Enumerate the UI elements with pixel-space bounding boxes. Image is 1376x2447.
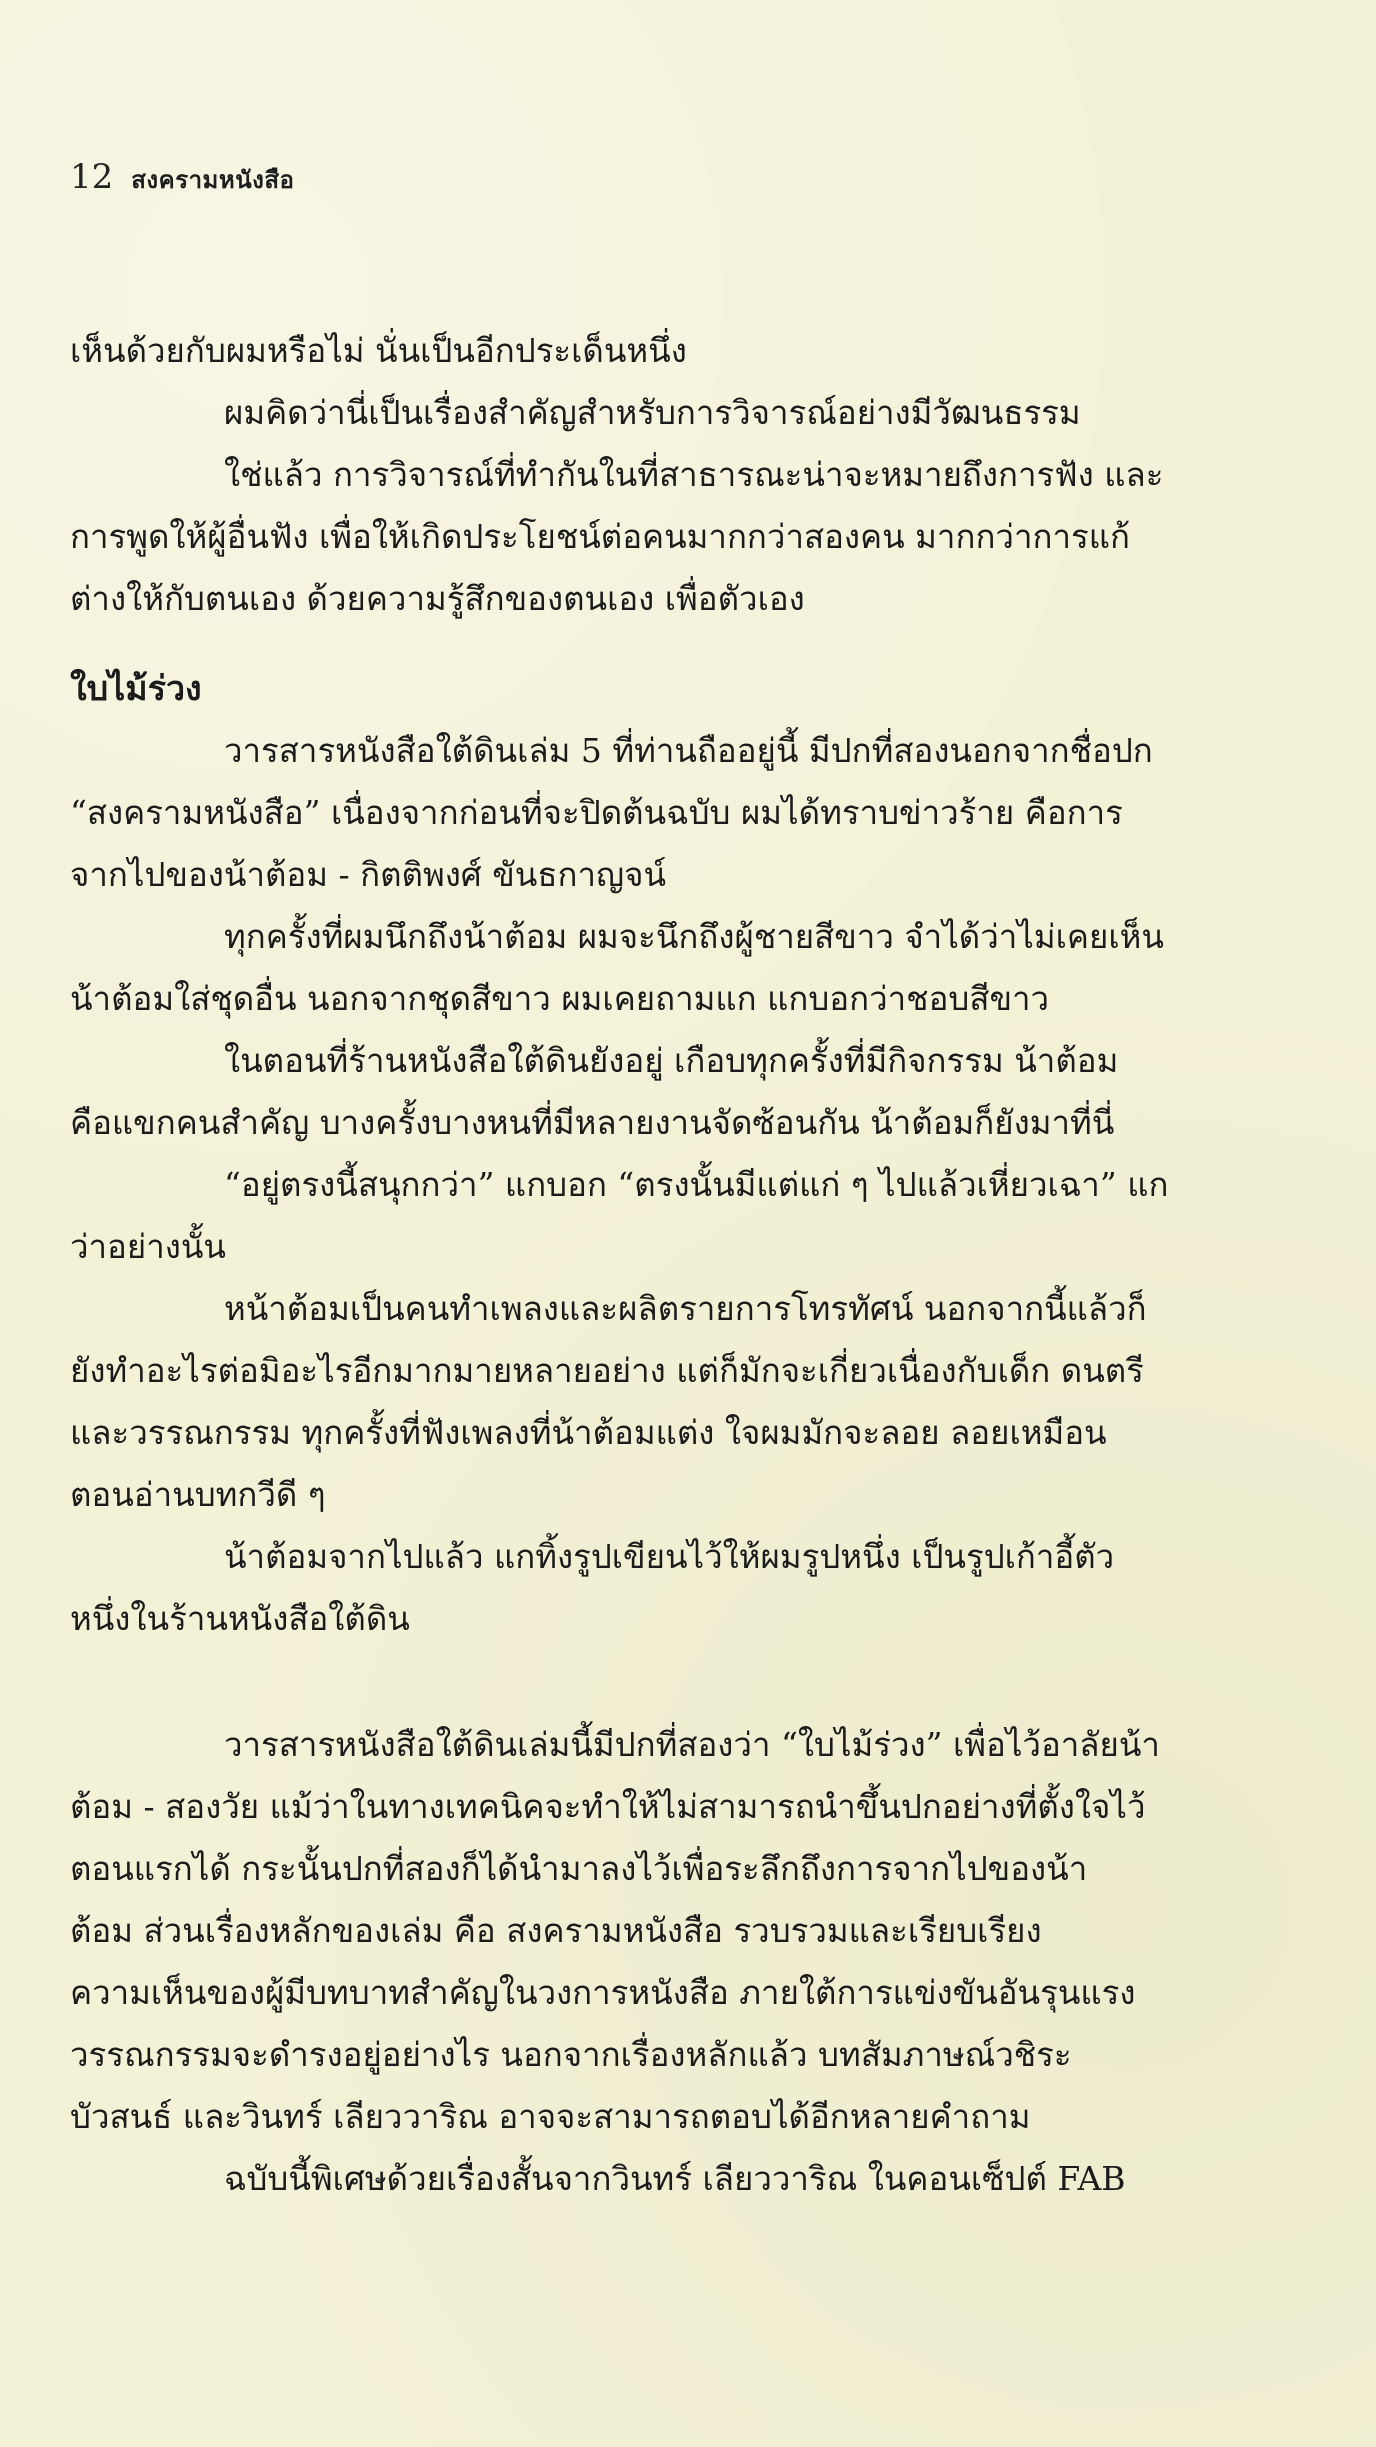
paragraph-line: วารสารหนังสือใต้ดินเล่ม 5 ที่ท่านถืออยู่นี้ มีปกที่สองนอกจากชื่อปก (224, 731, 1153, 770)
paragraph-line: หน้าต้อมเป็นคนทำเพลงและผลิตรายการโทรทัศน์ นอกจากนี้แล้วก็ (224, 1289, 1147, 1328)
paragraph-line: ยังทำอะไรต่อมิอะไรอีกมากมายหลายอย่าง แต่ก็มักจะเกี่ยวเนื่องกับเด็ก ดนตรี (70, 1351, 1144, 1390)
paragraph-line: วรรณกรรมจะดำรงอยู่อย่างไร นอกจากเรื่องหลักแล้ว บทสัมภาษณ์วชิระ (70, 2035, 1072, 2074)
paragraph-line: ใช่แล้ว การวิจารณ์ที่ทำกันในที่สาธารณะน่าจะหมายถึงการฟัง และ (224, 455, 1164, 494)
paragraph-line: ต้อม - สองวัย แม้ว่าในทางเทคนิคจะทำให้ไม่สามารถนำขึ้นปกอย่างที่ตั้งใจไว้ (70, 1787, 1146, 1826)
paragraph-line: ต้อม ส่วนเรื่องหลักของเล่ม คือ สงครามหนังสือ รวบรวมและเรียบเรียง (70, 1911, 1042, 1950)
paragraph-line: การพูดให้ผู้อื่นฟัง เพื่อให้เกิดประโยชน์ต่อคนมากกว่าสองคน มากกว่าการแก้ (70, 517, 1130, 556)
paragraph-line: คือแขกคนสำคัญ บางครั้งบางหนที่มีหลายงานจัดซ้อนกัน น้าต้อมก็ยังมาที่นี่ (70, 1103, 1115, 1142)
paragraph-line: น้าต้อมจากไปแล้ว แกทิ้งรูปเขียนไว้ให้ผมรูปหนึ่ง เป็นรูปเก้าอี้ตัว (224, 1537, 1115, 1576)
section-heading: ใบไม้ร่วง (70, 669, 202, 709)
paragraph-spacer (70, 1650, 1292, 1714)
page-header (70, 157, 295, 199)
paragraph-line: “อยู่ตรงนี้สนุกกว่า” แกบอก “ตรงนั้นมีแต่แก่ ๆ ไปแล้วเหี่ยวเฉา” แก (224, 1165, 1169, 1204)
paragraph-line: “สงครามหนังสือ” เนื่องจากก่อนที่จะปิดต้นฉบับ ผมได้ทราบข่าวร้าย คือการ (70, 793, 1123, 832)
paragraph-line: ว่าอย่างนั้น (70, 1227, 226, 1266)
paragraph-line: และวรรณกรรม ทุกครั้งที่ฟังเพลงที่น้าต้อมแต่ง ใจผมมักจะลอย ลอยเหมือน (70, 1413, 1107, 1452)
article-body (70, 320, 1292, 2210)
paragraph-line: ตอนอ่านบทกวีดี ๆ (70, 1475, 326, 1514)
paragraph-line: ความเห็นของผู้มีบทบาทสำคัญในวงการหนังสือ ภายใต้การแข่งขันอันรุนแรง (70, 1973, 1136, 2012)
paragraph-line: ผมคิดว่านี่เป็นเรื่องสำคัญสำหรับการวิจารณ์อย่างมีวัฒนธรรม (224, 393, 1081, 432)
running-title: สงครามหนังสือ (131, 166, 295, 194)
paragraph-line: บัวสนธ์ และวินทร์ เลียววาริณ อาจจะสามารถตอบได้อีกหลายคำถาม (70, 2097, 1031, 2136)
paragraph-line: ตอนแรกได้ กระนั้นปกที่สองก็ได้นำมาลงไว้เพื่อระลึกถึงการจากไปของน้า (70, 1849, 1088, 1888)
paragraph-line: ต่างให้กับตนเอง ด้วยความรู้สึกของตนเอง เพื่อตัวเอง (70, 579, 805, 618)
paragraph-line: ทุกครั้งที่ผมนึกถึงน้าต้อม ผมจะนึกถึงผู้ชายสีขาว จำได้ว่าไม่เคยเห็น (224, 917, 1164, 956)
paragraph-line: ในตอนที่ร้านหนังสือใต้ดินยังอยู่ เกือบทุกครั้งที่มีกิจกรรม น้าต้อม (224, 1041, 1119, 1080)
paragraph-line: น้าต้อมใส่ชุดอื่น นอกจากชุดสีขาว ผมเคยถามแก แกบอกว่าชอบสีขาว (70, 979, 1050, 1018)
paragraph-line: จากไปของน้าต้อม - กิตติพงศ์ ขันธกาญจน์ (70, 855, 667, 894)
paragraph-line: ฉบับนี้พิเศษด้วยเรื่องสั้นจากวินทร์ เลียววาริณ ในคอนเซ็ปต์ FAB (224, 2159, 1126, 2198)
paragraph-line: เห็นด้วยกับผมหรือไม่ นั่นเป็นอีกประเด็นหนึ่ง (70, 331, 687, 370)
page-number: 12 (70, 157, 114, 197)
paragraph-line: หนึ่งในร้านหนังสือใต้ดิน (70, 1599, 410, 1638)
paragraph-line: วารสารหนังสือใต้ดินเล่มนี้มีปกที่สองว่า “ใบไม้ร่วง” เพื่อไว้อาลัยน้า (224, 1725, 1160, 1764)
